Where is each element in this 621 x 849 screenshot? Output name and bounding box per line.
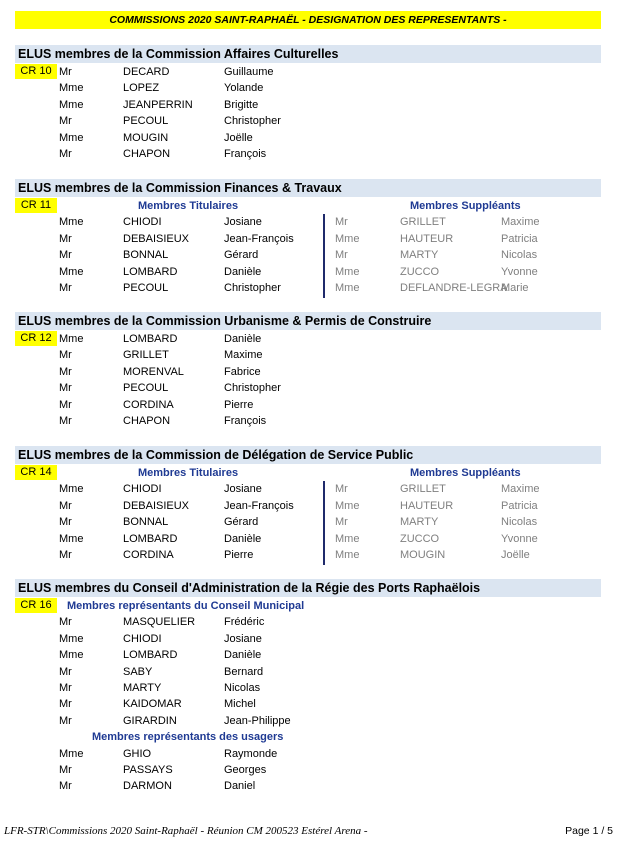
member-firstname: Danièle xyxy=(224,649,262,662)
member-title: Mme xyxy=(59,532,84,545)
member-firstname: Yolande xyxy=(224,82,264,95)
member-surname: CHIODI xyxy=(123,483,162,496)
member-firstname: Guillaume xyxy=(224,66,274,78)
member-firstname: Gérard xyxy=(224,249,259,262)
member-title: Mr xyxy=(59,282,72,294)
member-surname: DECARD xyxy=(123,66,170,78)
member-title: Mr xyxy=(59,616,72,629)
member-title: Mme xyxy=(335,265,360,278)
member-surname: LOMBARD xyxy=(123,333,178,345)
member-firstname: Nicolas xyxy=(501,249,538,262)
member-firstname: Maxime xyxy=(501,216,540,229)
member-title: Mr xyxy=(335,216,348,229)
member-firstname: Daniel xyxy=(224,780,256,793)
member-firstname: Josiane xyxy=(224,632,262,645)
member-surname: PASSAYS xyxy=(123,764,173,776)
member-title: Mme xyxy=(335,232,360,245)
member-surname: CHIODI xyxy=(123,632,162,645)
section-title: ELUS membres du Conseil d'Administration de la Régie des Ports Raphaëlois xyxy=(15,579,601,597)
member-firstname: Josiane xyxy=(224,483,262,496)
member-surname: GRILLET xyxy=(123,349,169,362)
member-title: Mme xyxy=(59,747,84,760)
member-surname: BONNAL xyxy=(123,249,169,262)
member-surname: CHAPON xyxy=(123,415,171,427)
member-firstname: Maxime xyxy=(501,483,540,496)
member-surname: MOUGIN xyxy=(123,131,169,144)
member-firstname: Michel xyxy=(224,698,256,711)
member-title: Mr xyxy=(59,714,72,727)
member-title: Mr xyxy=(59,382,72,395)
member-title: Mme xyxy=(59,483,84,496)
commission-code-badge: CR 11 xyxy=(15,198,57,213)
member-surname: DARMON xyxy=(123,780,172,793)
member-firstname: Frédéric xyxy=(224,616,265,629)
member-firstname: Brigitte xyxy=(224,98,259,111)
member-firstname: François xyxy=(224,415,267,427)
titulaires-heading: Membres Titulaires xyxy=(138,200,239,212)
suppleants-heading: Membres Suppléants xyxy=(410,200,521,212)
member-firstname: Jean-Philippe xyxy=(224,714,291,727)
member-firstname: Christopher xyxy=(224,115,281,128)
member-title: Mr xyxy=(59,415,72,427)
member-title: Mme xyxy=(59,333,84,345)
member-firstname: Danièle xyxy=(224,333,262,345)
member-surname: MASQUELIER xyxy=(123,616,196,629)
section-title: ELUS membres de la Commission Urbanisme & Permis de Construire xyxy=(15,312,601,330)
member-firstname: Pierre xyxy=(224,549,254,561)
member-surname: GHIO xyxy=(123,747,152,760)
member-surname: ZUCCO xyxy=(400,265,440,278)
member-title: Mr xyxy=(335,516,348,529)
commission-code-badge: CR 14 xyxy=(15,465,57,480)
section-title: ELUS membres de la Commission Finances & Travaux xyxy=(15,179,601,197)
commission-code-badge: CR 10 xyxy=(15,64,57,79)
member-firstname: Fabrice xyxy=(224,365,261,378)
member-surname: LOMBARD xyxy=(123,649,178,662)
member-surname: JEANPERRIN xyxy=(123,98,193,111)
member-surname: CHIODI xyxy=(123,216,162,229)
member-surname: MARTY xyxy=(123,682,162,694)
member-title: Mr xyxy=(59,398,72,411)
member-firstname: Nicolas xyxy=(224,682,261,694)
member-firstname: Christopher xyxy=(224,282,281,294)
member-title: Mme xyxy=(59,98,84,111)
member-title: Mr xyxy=(335,483,348,496)
member-surname: SABY xyxy=(123,665,153,678)
member-title: Mme xyxy=(59,82,84,95)
member-surname: MARTY xyxy=(400,516,439,529)
member-surname: DEFLANDRE-LEGRA xyxy=(400,282,508,294)
member-firstname: Jean-François xyxy=(224,232,294,245)
member-surname: ZUCCO xyxy=(400,532,440,545)
member-surname: LOMBARD xyxy=(123,532,178,545)
member-firstname: Marie xyxy=(501,282,529,294)
member-firstname: Christopher xyxy=(224,382,281,395)
member-surname: GIRARDIN xyxy=(123,714,177,727)
member-surname: CORDINA xyxy=(123,398,174,411)
member-surname: HAUTEUR xyxy=(400,232,454,245)
member-firstname: Danièle xyxy=(224,532,262,545)
section-title: ELUS membres de la Commission Affaires Culturelles xyxy=(15,45,601,63)
member-title: Mr xyxy=(59,365,72,378)
member-title: Mr xyxy=(59,249,72,262)
member-title: Mr xyxy=(59,516,72,529)
member-surname: GRILLET xyxy=(400,216,446,229)
member-surname: GRILLET xyxy=(400,483,446,496)
member-firstname: Bernard xyxy=(224,665,264,678)
member-surname: KAIDOMAR xyxy=(123,698,182,711)
column-divider xyxy=(323,481,325,565)
member-title: Mr xyxy=(59,780,72,793)
member-firstname: Pierre xyxy=(224,398,254,411)
member-firstname: François xyxy=(224,148,267,160)
member-title: Mme xyxy=(59,632,84,645)
member-firstname: Gérard xyxy=(224,516,259,529)
member-title: Mr xyxy=(59,499,72,512)
member-firstname: Joëlle xyxy=(501,549,530,561)
commission-code-badge: CR 12 xyxy=(15,331,57,346)
member-firstname: Yvonne xyxy=(501,532,538,545)
member-title: Mme xyxy=(335,532,360,545)
document-banner: COMMISSIONS 2020 SAINT-RAPHAËL - DESIGNATION DES REPRESENTANTS - xyxy=(15,11,601,29)
member-firstname: Josiane xyxy=(224,216,262,229)
footer-text: LFR-STR\Commissions 2020 Saint-Raphaël - Réunion CM 200523 Estérel Arena - xyxy=(4,825,368,837)
member-title: Mr xyxy=(59,115,72,128)
section-title: ELUS membres de la Commission de Délégation de Service Public xyxy=(15,446,601,464)
member-surname: BONNAL xyxy=(123,516,169,529)
member-firstname: Raymonde xyxy=(224,747,278,760)
column-divider xyxy=(323,214,325,298)
member-title: Mr xyxy=(59,148,72,160)
commission-code-badge: CR 16 xyxy=(15,598,57,613)
member-surname: CORDINA xyxy=(123,549,174,561)
member-surname: HAUTEUR xyxy=(400,499,454,512)
member-title: Mr xyxy=(59,549,72,561)
member-firstname: Joëlle xyxy=(224,131,253,144)
member-title: Mme xyxy=(335,282,360,294)
member-surname: LOMBARD xyxy=(123,265,178,278)
member-surname: MORENVAL xyxy=(123,365,184,378)
member-firstname: Patricia xyxy=(501,232,538,245)
titulaires-heading: Membres Titulaires xyxy=(138,467,239,479)
member-firstname: Patricia xyxy=(501,499,538,512)
member-surname: PECOUL xyxy=(123,382,169,395)
member-title: Mr xyxy=(59,66,72,78)
page-number: Page 1 / 5 xyxy=(565,825,613,837)
member-surname: CHAPON xyxy=(123,148,171,160)
member-firstname: Danièle xyxy=(224,265,262,278)
member-title: Mme xyxy=(59,131,84,144)
member-title: Mme xyxy=(59,216,84,229)
member-title: Mr xyxy=(59,349,72,362)
suppleants-heading: Membres Suppléants xyxy=(410,467,521,479)
conseil-heading: Membres représentants du Conseil Municipal xyxy=(67,600,305,612)
member-surname: MARTY xyxy=(400,249,439,262)
usagers-heading: Membres représentants des usagers xyxy=(92,731,284,744)
member-title: Mme xyxy=(59,649,84,662)
member-title: Mr xyxy=(335,249,348,262)
member-title: Mr xyxy=(59,665,72,678)
member-title: Mr xyxy=(59,682,72,694)
member-title: Mme xyxy=(335,549,360,561)
member-title: Mr xyxy=(59,232,72,245)
member-surname: MOUGIN xyxy=(400,549,446,561)
member-title: Mr xyxy=(59,764,72,776)
member-title: Mme xyxy=(335,499,360,512)
member-firstname: Jean-François xyxy=(224,499,294,512)
member-firstname: Yvonne xyxy=(501,265,538,278)
member-surname: PECOUL xyxy=(123,282,169,294)
member-surname: LOPEZ xyxy=(123,82,160,95)
member-surname: PECOUL xyxy=(123,115,169,128)
member-surname: DEBAISIEUX xyxy=(123,499,190,512)
member-title: Mr xyxy=(59,698,72,711)
member-firstname: Maxime xyxy=(224,349,263,362)
member-firstname: Georges xyxy=(224,764,267,776)
member-surname: DEBAISIEUX xyxy=(123,232,190,245)
member-title: Mme xyxy=(59,265,84,278)
member-firstname: Nicolas xyxy=(501,516,538,529)
